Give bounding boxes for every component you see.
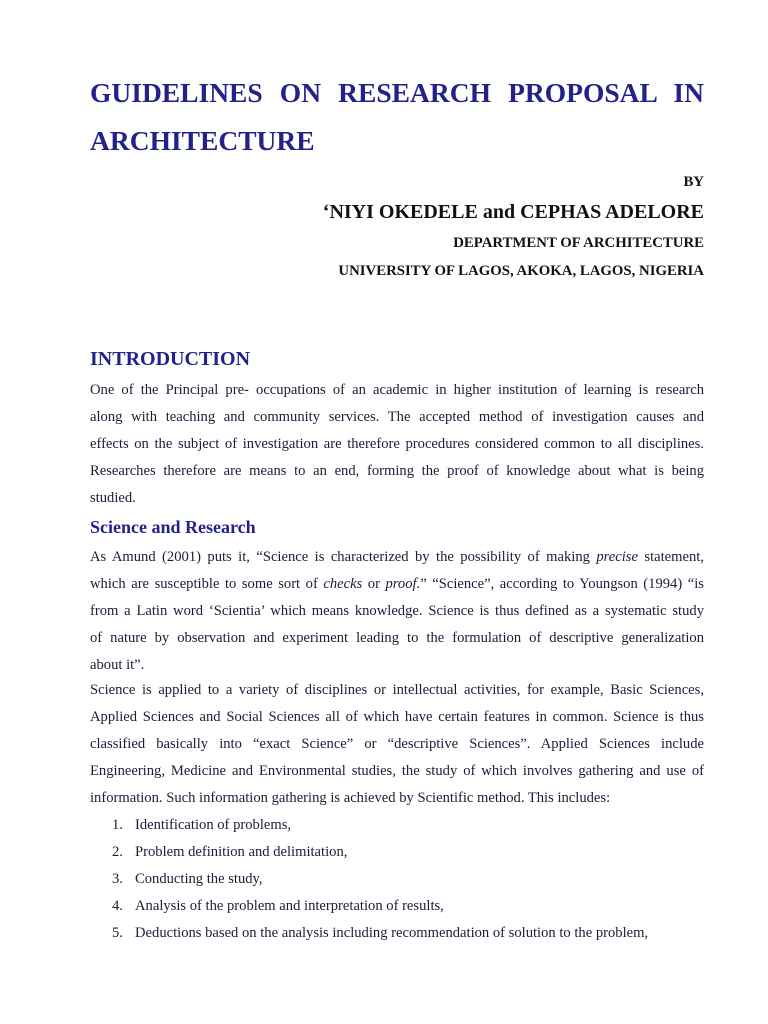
section-heading-introduction: INTRODUCTION — [90, 348, 251, 370]
list-item — [90, 812, 704, 839]
paragraph-line — [90, 544, 704, 571]
list-item-text: Analysis of the problem and interpretation of results, — [135, 897, 444, 914]
emphasis-precise: precise — [596, 548, 638, 565]
paragraph-line: Applied Sciences and Social Sciences all of which have certain features in common. Science is thus — [90, 708, 704, 725]
paragraph-line: studied. — [90, 489, 136, 506]
section-heading-science-and-research: Science and Research — [90, 517, 256, 537]
paragraph-line: effects on the subject of investigation are therefore procedures considered common to all disciplines. — [90, 435, 704, 452]
introduction-paragraph — [90, 377, 704, 512]
list-item-text: Conducting the study, — [135, 870, 263, 887]
list-item — [90, 866, 704, 893]
scientific-method-list — [90, 812, 704, 947]
list-item-number: 3. — [112, 870, 123, 887]
text-run: As Amund (2001) puts it, “Science is characterized by the possibility of making — [90, 548, 597, 565]
list-item-number: 5. — [112, 924, 123, 941]
paragraph-line: Engineering, Medicine and Environmental studies, the study of which involves gathering and use of — [90, 762, 704, 779]
list-item-text: Deductions based on the analysis including recommendation of solution to the problem, — [135, 924, 649, 941]
paragraph-line: Researches therefore are means to an end, forming the proof of knowledge about what is being — [90, 462, 704, 479]
byline-label: BY — [683, 174, 704, 190]
paragraph-line: about it”. — [90, 656, 145, 673]
document-title: GUIDELINES ON RESEARCH PROPOSAL IN ARCHITECTURE — [90, 77, 704, 156]
paragraph-line — [90, 571, 704, 598]
text-run: which are susceptible to some sort of — [90, 575, 324, 592]
text-run: statement, — [637, 548, 704, 565]
list-item-number: 4. — [112, 897, 123, 914]
list-item-text: Identification of problems, — [135, 816, 292, 833]
science-paragraph-1 — [90, 544, 704, 679]
list-item — [90, 920, 704, 947]
list-item — [90, 893, 704, 920]
text-run: or — [362, 575, 386, 592]
paragraph-line: from a Latin word ‘Scientia’ which means knowledge. Science is thus defined as a systematic study — [90, 602, 704, 619]
paragraph-line: information. Such information gathering is achieved by Scientific method. This includes: — [90, 789, 611, 806]
list-item-number: 2. — [112, 843, 123, 860]
paragraph-line: along with teaching and community services. The accepted method of investigation causes and — [90, 408, 704, 425]
emphasis-checks: checks — [323, 575, 363, 592]
paragraph-line: of nature by observation and experiment leading to the formulation of descriptive generalization — [90, 629, 704, 646]
authors: ‘NIYI OKEDELE and CEPHAS ADELORE — [322, 201, 704, 223]
university: UNIVERSITY OF LAGOS, AKOKA, LAGOS, NIGERIA — [338, 263, 704, 279]
text-run: ” “Science”, according to Youngson (1994) “is — [420, 575, 704, 592]
science-paragraph-2 — [90, 677, 704, 812]
department: DEPARTMENT OF ARCHITECTURE — [453, 235, 704, 251]
emphasis-proof: proof. — [385, 575, 421, 592]
list-item — [90, 839, 704, 866]
paragraph-line: Science is applied to a variety of disciplines or intellectual activities, for example, Basic Sciences, — [90, 681, 704, 698]
paragraph-line: One of the Principal pre- occupations of an academic in higher institution of learning is research — [90, 381, 704, 398]
paragraph-line: classified basically into “exact Science” or “descriptive Sciences”. Applied Sciences include — [90, 735, 704, 752]
list-item-number: 1. — [112, 816, 123, 833]
list-item-text: Problem definition and delimitation, — [135, 843, 348, 860]
